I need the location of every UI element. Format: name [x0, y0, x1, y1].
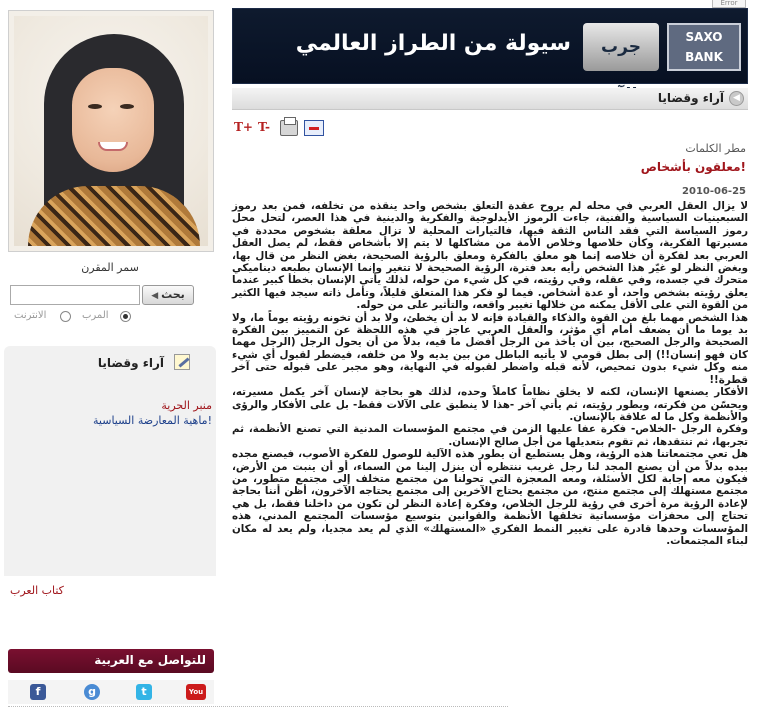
- photo-smile: [98, 142, 128, 151]
- article-paragraph-1: لا يزال العقل العربي في محله لم يروح عقدة التعلق بشخص واحد ينقذه من تخلفه، فمن بعد رموز السبعينيات السياسية والفنية، جاءت الرموز الأيدلوجية والفكرية والدينية في هذا العصر، لتحل محل رموز السياسة التي فقد الناس الثقة فيها، فالتيارات المحلية لا تزال معلقة بشخوص محددة في مسيرتها الفكرية، وكأن خلاصها وخلاص الأمة من مشاكلها لا يتم إلا بأشخاص فقط، لم يصل العقل العربي بعد لفكرة أن خلاصه إنما هو معلق بالفكرة ومعلق بالرؤية الصحيحة، بغض النظر من قال بها، وبغض النظر لو غيّر هذا الشخص رأيه بعد فترة، الرؤية الصحيحة لا تتغير وإنما الإنسان بطبعه ديناميكي متحرك في جسده، وفي عقله، وفي رؤيته، في كل شيء من حوله، لذلك يأتي الإنسان بخطأ كبير عندما يعلق رؤيته بشخص واحد، أو عدة أشخاص. فيما لو فكر هذا المتعلق قليلاً، وتأمل ذاته سيجد فيها الكثير من القوة التي على الأقل يمكنه من خلالها تغيير واقعه، والتأثير على من حوله.: [232, 200, 748, 312]
- search-row: [8, 285, 214, 307]
- article-paragraph-4: وفكرة الرجل -الخلاص- فكرة عفا عليها الزمن في مجتمع المؤسسات المدنية التي تصنع الأنظمة، ثم تجربها، ثم تنتقدها، ثم تقوم بتعديلها من أجل صالح الإنسان.: [232, 423, 748, 448]
- printer-icon[interactable]: [280, 120, 298, 136]
- article-title: معلقون بأشخاص!: [640, 160, 746, 174]
- article-paragraph-3: الأفكار يصنعها الإنسان، لكنه لا يخلق نظاماً كاملاً وحده، لذلك هو بحاجة لإنسان آخر يكمل مسيرته، ويحسّن من فكرته، ويطور رؤيته، ثم يأتي آخر -هذا لا ينطبق على الآلات فقط- بل على الأفكار والرؤى والأنظمة وكل ما له علاقة بالإنسان.: [232, 386, 748, 423]
- youtube-icon[interactable]: You Tube: [186, 684, 206, 700]
- radio-web-label: الانترنت: [14, 310, 47, 321]
- top-corner-tab[interactable]: Error: [712, 0, 746, 8]
- article-date: 2010-06-25: [682, 186, 746, 197]
- article-tools: [234, 120, 354, 138]
- article-paragraph-5: هل تعي مجتمعاتنا هذه الرؤية، وهل يستطيع أن يطور هذه الآلية للوصول للفكرة الأصوب، فيصنع مجده بيده بدلاً من أن يصنع المجد لنا رجل غريب ننتظره أن ينزل إلينا من السماء، أو أن ينبت من الأرض، فيكون معه إجابة لكل الأسئلة، ومعه المعجزة التي تحولنا من مجتمع متخلف إلى مجتمع متطور، من مجتمع مستهلك إلى مجتمع منتج، من مجتمع يحتاج الآخرين إلى مجتمع يحتاجه الآخرون، أظن أننا بحاجة لإعادة الرؤية مرة أخرى في رؤية للرجل الخلاص، وفكرة إعادة النظر لن تكون من داخلنا فقط، بل هي تحتاج إلى محفزات مؤسساتية تخلقها الأنظمة والقوانين بتوسيع مؤسسات المجتمع المدني، هذه المؤسسات وحدها قادرة على تغيير النمط الفكري «المستهلك» الذي لم يعد مجديا، ولم يعد له مكان لبناء المجتمعات.: [232, 448, 748, 547]
- opinions-links: [93, 398, 212, 428]
- logo-line-1: SAXO: [685, 30, 723, 44]
- search-arrow-icon: ◀: [151, 291, 159, 301]
- article-paragraph-2: هذا الشخص مهما بلغ من القوة والذكاء والقيادة فإنه لا بد أن يخطئ، ولا بد أن تخونه رؤيته يوماً ما، ولا بد يوما ما أن يضعف أمام أي مؤثر، والعقل العربي عاجز في هذه اللحظة عن التمييز بين الفكرة الصحيحة والرجل الصحيح، بين أن يأخذ من الرجل أفضل ما فيه، بدلاً من أن يحول الرجل (الرجل مهما كان فهو إنسان!!) إلى بطل قومي لا يأتيه الباطل من بين يديه ولا من خلفه، فيضطر لقبول أي شيء منه وكل شيء بدون تمحيص، لأنه قبله واضطر لقبوله في النهاية، وهو مجبر على قبوله حتى آخر قطرة!!: [232, 311, 748, 386]
- author-name: سمر المقرن: [81, 261, 139, 274]
- font-increase-button[interactable]: T+: [234, 120, 253, 134]
- banner-try-button[interactable]: جرب: [583, 23, 659, 71]
- search-input[interactable]: [10, 285, 140, 305]
- search-button-label: بحث: [161, 288, 185, 301]
- search-scope-radios: [8, 310, 214, 324]
- google-plus-icon[interactable]: g: [84, 684, 100, 700]
- section-bar: [232, 88, 748, 110]
- arab-writers-label[interactable]: كتاب العرب: [10, 584, 64, 597]
- facebook-icon[interactable]: f: [30, 684, 46, 700]
- search-button[interactable]: [142, 285, 194, 305]
- photo-eye-left: [88, 104, 102, 109]
- saxo-bank-logo: [667, 23, 741, 71]
- opinions-section-header: [4, 352, 216, 374]
- photo-face-shape: [72, 68, 154, 172]
- bottom-divider: [8, 706, 508, 707]
- social-bar: [8, 649, 214, 673]
- twitter-icon[interactable]: t: [136, 684, 152, 700]
- author-photo-frame: [8, 10, 214, 252]
- opinions-section: [4, 346, 216, 576]
- sidebar: [4, 4, 216, 714]
- section-bar-title[interactable]: آراء وقضايا: [657, 91, 724, 105]
- author-photo: [14, 16, 208, 246]
- radio-site[interactable]: [120, 311, 131, 322]
- radio-web[interactable]: [60, 311, 71, 322]
- email-icon[interactable]: [304, 120, 324, 136]
- radio-site-label: المرب: [82, 310, 109, 321]
- ad-banner[interactable]: [232, 8, 748, 84]
- opinions-section-title: آراء وقضايا: [97, 356, 164, 370]
- social-title: للتواصل مع العربية: [94, 653, 206, 667]
- chevron-left-icon[interactable]: ◀: [729, 91, 744, 106]
- photo-eye-right: [120, 104, 134, 109]
- pen-icon: [174, 354, 190, 370]
- social-icons-row: [8, 680, 214, 712]
- column-name: مطر الكلمات: [685, 142, 746, 155]
- link-political-opposition[interactable]: ماهية المعارضة السياسية!: [93, 414, 212, 427]
- logo-line-2: BANK: [685, 50, 723, 64]
- article-body: [232, 200, 748, 547]
- link-freedom-platform[interactable]: منبر الحرية: [161, 399, 212, 412]
- banner-slogan: سيولة من الطراز العالمي: [295, 31, 571, 56]
- font-decrease-button[interactable]: T-: [258, 120, 270, 134]
